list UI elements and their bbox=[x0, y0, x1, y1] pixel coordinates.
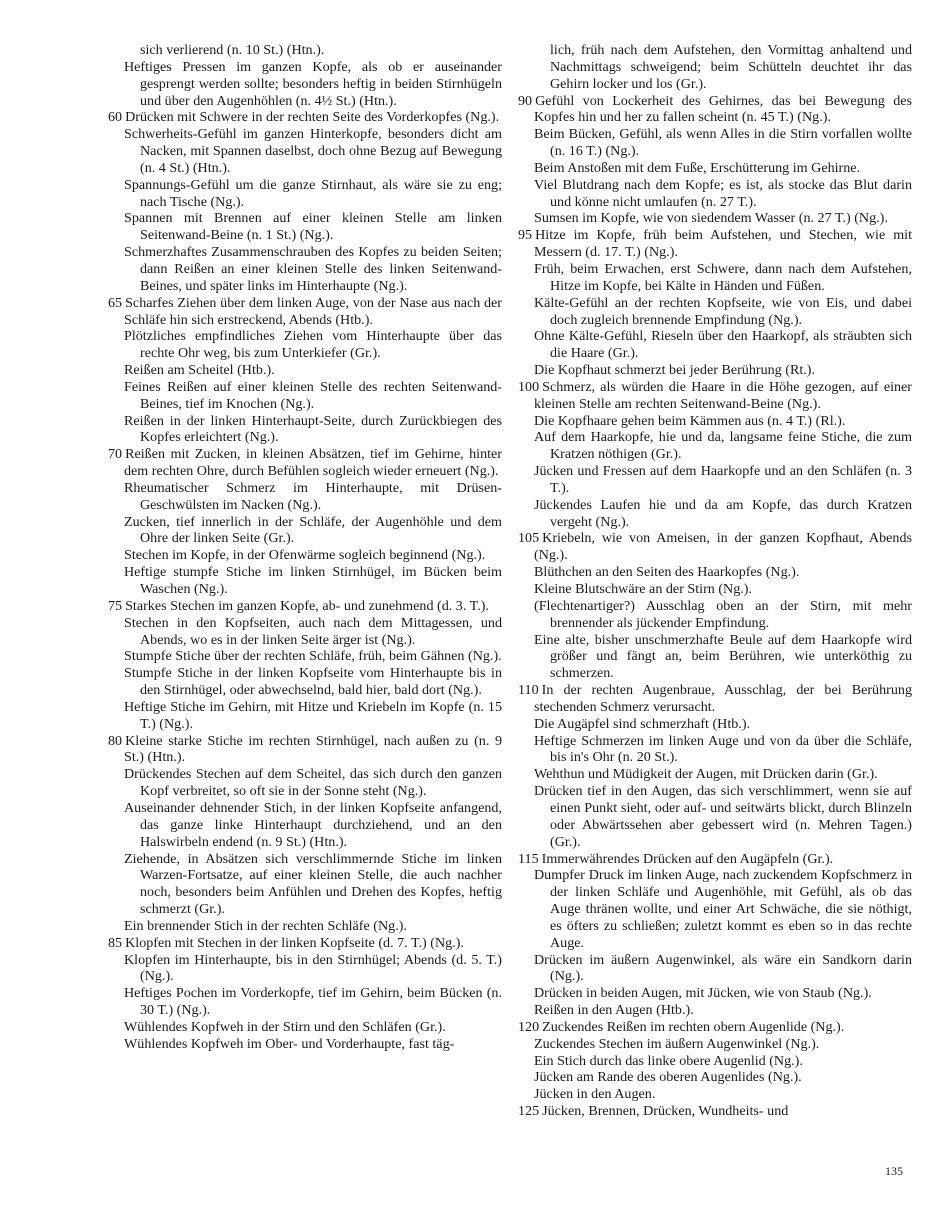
entry-text: Jücken, Brennen, Drücken, Wundheits- und bbox=[542, 1103, 789, 1120]
entry-text: Viel Blutdrang nach dem Kopfe; es ist, als stocke das Blut darin und könne nicht umlaufen (n. 27 T.). bbox=[534, 176, 912, 210]
symptom-entry-numbered bbox=[108, 109, 502, 126]
entry-text: Immerwährendes Drücken auf den Augäpfeln (Gr.). bbox=[541, 850, 834, 867]
entry-text: Feines Reißen auf einer kleinen Stelle des rechten Seitenwand-Beines, tief im Knochen (Ng.). bbox=[124, 378, 502, 412]
symptom-entry bbox=[518, 598, 912, 632]
entry-text: Ein brennender Stich in der rechten Schläfe (Ng.). bbox=[124, 917, 407, 934]
entry-number: 100 bbox=[518, 378, 540, 395]
symptom-entry bbox=[518, 632, 912, 683]
entry-text: Sumsen im Kopfe, wie von siedendem Wasser (n. 27 T.) (Ng.). bbox=[534, 210, 888, 227]
symptom-entry bbox=[108, 648, 502, 665]
entry-text: Plötzliches empfindliches Ziehen vom Hinterhaupte über das rechte Ohr weg, bis zum Unterkiefer (Gr.). bbox=[124, 328, 502, 362]
entry-number: 125 bbox=[518, 1103, 540, 1120]
entry-text: Spannen mit Brennen auf einer kleinen Stelle am linken Seitenwand-Beine (n. 1 St.) (Ng.). bbox=[124, 210, 502, 244]
entry-number: 105 bbox=[518, 530, 540, 547]
symptom-entry bbox=[518, 463, 912, 497]
symptom-entry bbox=[108, 952, 502, 986]
symptom-entry bbox=[108, 665, 502, 699]
entry-number: 120 bbox=[518, 1018, 540, 1035]
symptom-entry bbox=[108, 564, 502, 598]
symptom-entry bbox=[518, 581, 912, 598]
entry-text: Jücken und Fressen auf dem Haarkopfe und an den Schläfen (n. 3 T.). bbox=[534, 463, 912, 496]
entry-text: Drücken mit Schwere in der rechten Seite des Vorderkopfes (Ng.). bbox=[125, 109, 500, 126]
entry-text: Heftige stumpfe Stiche im linken Stirnhügel, im Bücken beim Waschen (Ng.). bbox=[124, 564, 502, 597]
entry-text: lich, früh nach dem Aufstehen, den Vormittag anhaltend und Nachmittags schweigend; beim Schütteln deuchtet ihr das Gehirn locker und los (Gr.). bbox=[550, 42, 912, 92]
symptom-entry bbox=[108, 766, 502, 800]
entry-text: Früh, beim Erwachen, erst Schwere, dann nach dem Aufstehen, Hitze im Kopfe, bei Kälte in Händen und Füßen. bbox=[534, 260, 912, 294]
symptom-entry bbox=[518, 177, 912, 211]
symptom-entry-numbered bbox=[108, 935, 502, 952]
entry-text: Stechen im Kopfe, in der Ofenwärme sogleich beginnend (Ng.). bbox=[124, 547, 486, 564]
symptom-entry bbox=[108, 59, 502, 110]
symptom-entry bbox=[518, 783, 912, 850]
symptom-entry-numbered bbox=[518, 227, 912, 261]
symptom-entry-numbered bbox=[518, 682, 912, 716]
entry-text: Stechen in den Kopfseiten, auch nach dem Mittagessen, und Abends, wo es in der linken Seite ärger ist (Ng.). bbox=[124, 614, 502, 648]
symptom-entry bbox=[518, 1053, 912, 1070]
entry-text: Reißen in den Augen (Htb.). bbox=[534, 1002, 694, 1019]
symptom-entry bbox=[518, 328, 912, 362]
entry-text: Schmerzhaftes Zusammenschrauben des Kopfes zu beiden Seiten; dann Reißen an einer kleinen Stelle des linken Seitenwand-Beines, und später links im Hinterhaupte (Ng.). bbox=[124, 244, 502, 294]
symptom-entry-numbered bbox=[108, 598, 502, 615]
entry-text: Drücken im äußern Augenwinkel, als wäre ein Sandkorn darin (Ng.). bbox=[534, 951, 912, 985]
entry-text: Rheumatischer Schmerz im Hinterhaupte, mit Drüsen-Geschwülsten im Nacken (Ng.). bbox=[124, 479, 502, 513]
symptom-entry-numbered bbox=[518, 530, 912, 564]
entry-number: 85 bbox=[108, 934, 123, 951]
entry-text: Schmerz, als würden die Haare in die Höhe gezogen, auf einer kleinen Stelle am rechten Seitenwand-Beine (Ng.). bbox=[534, 378, 912, 412]
symptom-entry bbox=[108, 413, 502, 447]
symptom-entry bbox=[108, 379, 502, 413]
entry-text: sich verlierend (n. 10 St.) (Htn.). bbox=[140, 42, 325, 58]
entry-text: Starkes Stechen im ganzen Kopfe, ab- und zunehmend (d. 3. T.). bbox=[125, 597, 489, 614]
continued-entry-text bbox=[108, 42, 502, 59]
entry-number: 60 bbox=[108, 109, 123, 126]
entry-text: Eine alte, bisher unschmerzhafte Beule auf dem Haarkopfe wird größer und fängt an, beim Berühren, wie unterköthig zu schmerzen. bbox=[534, 631, 912, 682]
entry-number: 90 bbox=[518, 92, 533, 109]
symptom-entry bbox=[518, 497, 912, 531]
symptom-entry bbox=[108, 800, 502, 851]
symptom-entry bbox=[518, 716, 912, 733]
symptom-entry bbox=[518, 429, 912, 463]
entry-number: 110 bbox=[518, 682, 539, 699]
symptom-entry bbox=[518, 1002, 912, 1019]
entry-text: Wühlendes Kopfweh in der Stirn und den Schläfen (Gr.). bbox=[124, 1018, 446, 1035]
left-column bbox=[108, 42, 502, 1053]
entry-text: Kriebeln, wie von Ameisen, in der ganzen Kopfhaut, Abends (Ng.). bbox=[534, 530, 912, 564]
entry-text: Jückendes Laufen hie und da am Kopfe, das durch Kratzen vergeht (Ng.). bbox=[534, 496, 912, 530]
symptom-entry bbox=[518, 1036, 912, 1053]
entry-text: Schwerheits-Gefühl im ganzen Hinterkopfe, besonders dicht am Nacken, mit Spannen daselbst, doch ohne Bezug auf Bewegung (n. 4 St.) (Htn.). bbox=[124, 126, 502, 176]
symptom-entry bbox=[518, 564, 912, 581]
entry-text: (Flechtenartiger?) Ausschlag oben an der Stirn, mit mehr brennender als jückender Empfindung. bbox=[534, 597, 912, 631]
symptom-entry bbox=[108, 851, 502, 918]
entry-text: Die Kopfhaare gehen beim Kämmen aus (n. 4 T.) (Rl.). bbox=[534, 412, 846, 429]
symptom-entry bbox=[108, 126, 502, 177]
symptom-entry-numbered bbox=[518, 851, 912, 868]
symptom-entry bbox=[108, 514, 502, 548]
entry-text: Drückendes Stechen auf dem Scheitel, das sich durch den ganzen Kopf verbreitet, so oft sie in der Sonne steht (Ng.). bbox=[124, 766, 502, 800]
page-number: 135 bbox=[885, 1164, 903, 1178]
entry-text: Heftige Schmerzen im linken Auge und von da über die Schläfe, bis in's Ohr (n. 20 St.). bbox=[534, 732, 912, 766]
symptom-entry-numbered bbox=[518, 93, 912, 127]
entry-text: Auf dem Haarkopfe, hie und da, langsame feine Stiche, die zum Kratzen nöthigen (Gr.). bbox=[534, 429, 912, 463]
entry-text: Heftiges Pressen im ganzen Kopfe, als ob er auseinander gesprengt werden sollte; besonders heftig in beiden Stirnhügeln und über den Augenhöhlen (n. 4½ St.) (Htn.). bbox=[124, 58, 502, 109]
right-column bbox=[518, 42, 912, 1120]
entry-text: Zucken, tief innerlich in der Schläfe, der Augenhöhle und dem Ohre der linken Seite (Gr.). bbox=[124, 513, 502, 547]
entry-text: Reißen am Scheitel (Htb.). bbox=[124, 362, 275, 379]
entry-text: Kleine starke Stiche im rechten Stirnhügel, nach außen zu (n. 9 St.) (Htn.). bbox=[124, 732, 502, 766]
entry-text: Spannungs-Gefühl um die ganze Stirnhaut, als wäre sie zu eng; nach Tische (Ng.). bbox=[124, 176, 502, 210]
entry-text: Jücken in den Augen. bbox=[534, 1086, 656, 1103]
symptom-entry bbox=[518, 295, 912, 329]
symptom-entry bbox=[518, 1069, 912, 1086]
entry-text: Wehthun und Müdigkeit der Augen, mit Drücken darin (Gr.). bbox=[534, 766, 878, 783]
entry-text: Beim Anstoßen mit dem Fuße, Erschütterung im Gehirne. bbox=[534, 159, 861, 176]
entry-number: 70 bbox=[108, 446, 123, 463]
entry-text: Wühlendes Kopfweh im Ober- und Vorderhaupte, fast täg- bbox=[124, 1035, 455, 1052]
symptom-entry bbox=[108, 1036, 502, 1053]
symptom-entry-numbered bbox=[108, 295, 502, 329]
symptom-entry-numbered bbox=[518, 379, 912, 413]
symptom-entry bbox=[108, 985, 502, 1019]
entry-text: Kälte-Gefühl an der rechten Kopfseite, wie von Eis, und dabei doch zugleich brennende Empfindung (Ng.). bbox=[534, 294, 912, 328]
entry-text: Ein Stich durch das linke obere Augenlid (Ng.). bbox=[534, 1052, 803, 1069]
symptom-entry bbox=[108, 210, 502, 244]
entry-text: Klopfen im Hinterhaupte, bis in den Stirnhügel; Abends (d. 5. T.) (Ng.). bbox=[124, 951, 502, 985]
symptom-entry bbox=[108, 362, 502, 379]
symptom-entry bbox=[518, 210, 912, 227]
symptom-entry bbox=[518, 160, 912, 177]
entry-text: Dumpfer Druck im linken Auge, nach zuckendem Kopfschmerz in der linken Schläfe und Augenhöhle, mit Gefühl, als ob das Auge thränen wollte, und einer Art Schwäche, die sie nöthigt, es öfters zu schließen; zuletzt kommt es eben so in das rechte Auge. bbox=[534, 867, 912, 951]
symptom-entry-numbered bbox=[518, 1019, 912, 1036]
entry-text: Die Kopfhaut schmerzt bei jeder Berührung (Rt.). bbox=[534, 362, 816, 379]
entry-text: Hitze im Kopfe, früh beim Aufstehen, und Stechen, wie mit Messern (d. 17. T.) (Ng.). bbox=[534, 227, 912, 261]
entry-number: 65 bbox=[108, 294, 123, 311]
entry-text: Klopfen mit Stechen in der linken Kopfseite (d. 7. T.) (Ng.). bbox=[125, 934, 464, 951]
symptom-entry bbox=[518, 261, 912, 295]
entry-number: 80 bbox=[108, 732, 123, 749]
symptom-entry-numbered bbox=[108, 733, 502, 767]
symptom-entry bbox=[108, 480, 502, 514]
continued-entry-text bbox=[518, 42, 912, 93]
symptom-entry bbox=[518, 413, 912, 430]
entry-text: Kleine Blutschwäre an der Stirn (Ng.). bbox=[534, 581, 752, 597]
entry-text: Heftiges Pochen im Vorderkopfe, tief im Gehirn, beim Bücken (n. 30 T.) (Ng.). bbox=[124, 985, 502, 1019]
symptom-entry bbox=[108, 177, 502, 211]
symptom-entry bbox=[518, 766, 912, 783]
symptom-entry bbox=[108, 699, 502, 733]
entry-text: Heftige Stiche im Gehirn, mit Hitze und Kriebeln im Kopfe (n. 15 T.) (Ng.). bbox=[124, 698, 502, 732]
entry-text: Drücken in beiden Augen, mit Jücken, wie von Staub (Ng.). bbox=[534, 985, 872, 1002]
entry-text: Ziehende, in Absätzen sich verschlimmernde Stiche im linken Warzen-Fortsatze, auf einer kleinen Stelle, die auch nachher noch, besonders beim Anfühlen und Drehen des Kopfes, heftig schmerzt (Gr.). bbox=[124, 850, 502, 918]
entry-text: Stumpfe Stiche in der linken Kopfseite vom Hinterhaupte bis in den Stirnhügel, oder abwechselnd, bald hier, bald dort (Ng.). bbox=[124, 665, 502, 699]
symptom-entry bbox=[108, 1019, 502, 1036]
symptom-entry bbox=[108, 328, 502, 362]
entry-text: Auseinander dehnender Stich, in der linken Kopfseite anfangend, das ganze linke Hinterhaupt durchziehend, und an den Halswirbeln endend (n. 9 St.) (Htn.). bbox=[124, 799, 502, 850]
symptom-entry bbox=[108, 918, 502, 935]
symptom-entry bbox=[518, 362, 912, 379]
entry-text: Reißen in der linken Hinterhaupt-Seite, durch Zurückbiegen des Kopfes erleichtert (Ng.). bbox=[124, 412, 502, 446]
symptom-entry bbox=[518, 733, 912, 767]
entry-text: Scharfes Ziehen über dem linken Auge, von der Nase aus nach der Schläfe hin sich erstreckend, Abends (Htb.). bbox=[124, 294, 502, 328]
entry-text: Drücken tief in den Augen, das sich verschlimmert, wenn sie auf einen Punkt sieht, oder auf- und seitwärts blickt, durch Blinzeln oder Abwärtssehen aber gebessert wird (n. Mehren Tagen.) (Gr.). bbox=[534, 783, 912, 850]
entry-text: Beim Bücken, Gefühl, als wenn Alles in die Stirn vorfallen wollte (n. 16 T.) (Ng.). bbox=[534, 126, 912, 160]
symptom-entry-numbered bbox=[108, 446, 502, 480]
entry-text: Reißen mit Zucken, in kleinen Absätzen, tief im Gehirne, hinter dem rechten Ohre, durch Befühlen sogleich wieder erneuert (Ng.). bbox=[124, 446, 502, 480]
entry-text: Blüthchen an den Seiten des Haarkopfes (Ng.). bbox=[534, 564, 800, 581]
symptom-entry bbox=[518, 1086, 912, 1103]
entry-text: In der rechten Augenbraue, Ausschlag, der bei Berührung stechenden Schmerz verursacht. bbox=[534, 682, 912, 715]
symptom-entry bbox=[518, 126, 912, 160]
symptom-entry-numbered bbox=[518, 1103, 912, 1120]
symptom-entry bbox=[108, 547, 502, 564]
symptom-entry bbox=[518, 985, 912, 1002]
entry-text: Jücken am Rande des oberen Augenlides (Ng.). bbox=[534, 1069, 802, 1086]
symptom-entry bbox=[108, 244, 502, 295]
entry-text: Gefühl von Lockerheit des Gehirnes, das bei Bewegung des Kopfes hin und her zu fallen scheint (n. 45 T.) (Ng.). bbox=[534, 92, 912, 126]
entry-text: Zuckendes Stechen im äußern Augenwinkel (Ng.). bbox=[534, 1035, 820, 1052]
entry-text: Die Augäpfel sind schmerzhaft (Htb.). bbox=[534, 715, 751, 732]
symptom-entry bbox=[518, 867, 912, 951]
entry-text: Zuckendes Reißen im rechten obern Augenlide (Ng.). bbox=[542, 1018, 845, 1035]
entry-text: Stumpfe Stiche über der rechten Schläfe, früh, beim Gähnen (Ng.). bbox=[124, 648, 502, 665]
entry-number: 115 bbox=[518, 850, 539, 867]
symptom-entry bbox=[518, 952, 912, 986]
entry-text: Ohne Kälte-Gefühl, Rieseln über den Haarkopf, als sträubten sich die Haare (Gr.). bbox=[534, 328, 912, 362]
symptom-entry bbox=[108, 615, 502, 649]
entry-number: 75 bbox=[108, 597, 123, 614]
entry-number: 95 bbox=[518, 227, 533, 244]
